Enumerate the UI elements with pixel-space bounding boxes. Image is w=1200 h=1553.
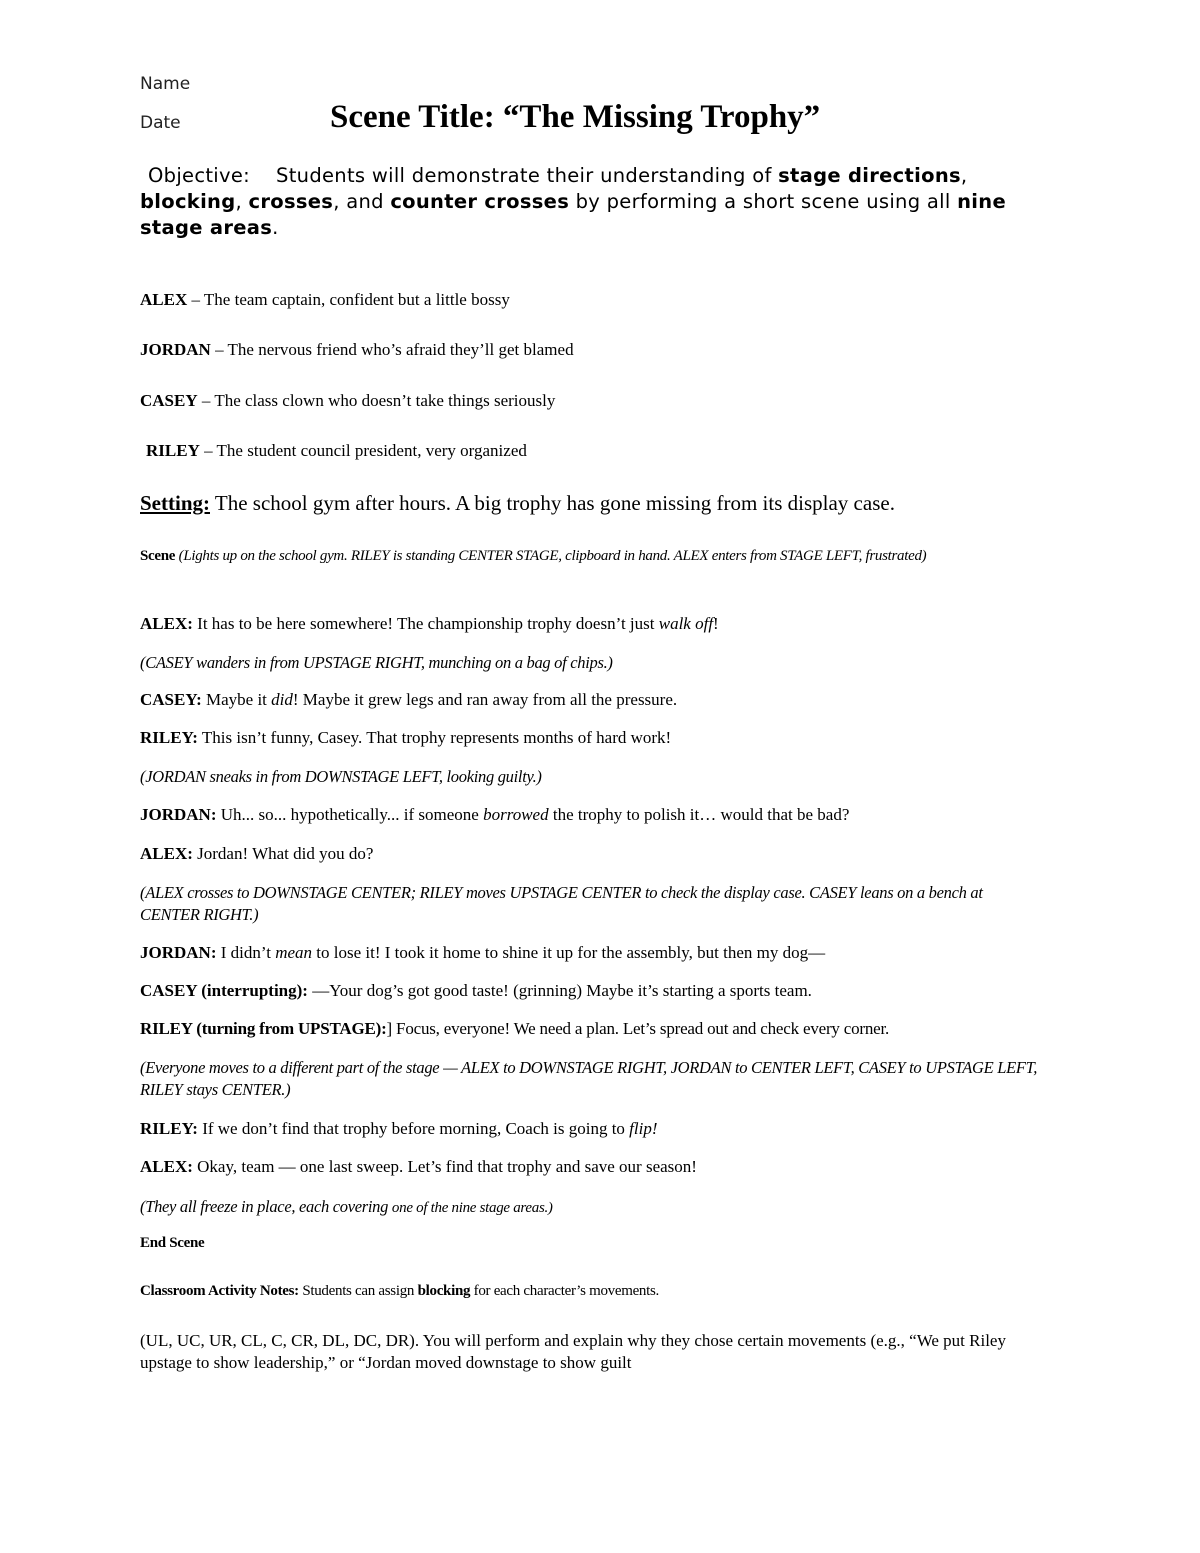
notes-text: for each character’s movements. xyxy=(470,1283,659,1299)
dialogue-line xyxy=(140,614,719,634)
dialogue-text: ] Focus, everyone! We need a plan. Let’s spread out and check every corner. xyxy=(386,1019,890,1038)
speaker: CASEY (interrupting): xyxy=(140,981,308,1000)
dialogue-emphasis: mean xyxy=(275,943,313,962)
speaker: CASEY: xyxy=(140,690,202,709)
scene-label: Scene xyxy=(140,548,176,564)
end-scene: End Scene xyxy=(140,1235,205,1251)
dialogue-text: Okay, team — one last sweep. Let’s find that trophy and save our season! xyxy=(192,1157,697,1176)
term-counter-crosses: counter crosses xyxy=(390,190,570,213)
speaker: RILEY: xyxy=(140,1119,198,1138)
dialogue-emphasis: borrowed xyxy=(483,805,549,824)
objective-text: by performing a short scene using all xyxy=(569,190,958,213)
dialogue-line xyxy=(140,1019,889,1039)
stage-direction-text: (They all freeze in place, each covering xyxy=(140,1197,392,1216)
scene-intro-text: (Lights up on the school gym. RILEY is standing CENTER STAGE, clipboard in hand. ALEX enters from STAGE LEFT, frustrated) xyxy=(175,548,927,564)
term-blocking: blocking xyxy=(140,190,236,213)
dialogue-line xyxy=(140,690,677,710)
activity-notes-detail: (UL, UC, UR, CL, C, CR, DL, DC, DR). You will perform and explain why they chose certain movements (e.g., “We put Riley upstage to show leadership,” or “Jordan moved downstage to show guilt xyxy=(140,1331,1006,1372)
dialogue-text: Uh... so... hypothetically... if someone xyxy=(216,805,484,824)
speaker: ALEX: xyxy=(140,614,193,633)
activity-notes xyxy=(140,1283,659,1300)
term-crosses: crosses xyxy=(248,190,334,213)
dialogue-text: I didn’t xyxy=(216,943,276,962)
dialogue-line xyxy=(140,805,849,825)
dialogue-line xyxy=(140,728,671,748)
stage-direction-text: one of the nine stage areas.) xyxy=(391,1200,553,1216)
speaker: JORDAN: xyxy=(140,805,217,824)
dialogue-text: the trophy to polish it… would that be bad? xyxy=(548,805,850,824)
objective-prefix: Objective: xyxy=(148,164,251,187)
dialogue-text: This isn’t funny, Casey. That trophy represents months of hard work! xyxy=(197,728,672,747)
dialogue-text: It has to be here somewhere! The championship trophy doesn’t just xyxy=(192,614,659,633)
character-alex xyxy=(140,290,510,310)
character-jordan xyxy=(140,340,574,360)
setting-text: The school gym after hours. A big trophy has gone missing from its display case. xyxy=(210,491,895,515)
stage-direction: (Everyone moves to a different part of the stage — ALEX to DOWNSTAGE RIGHT, JORDAN to CENTER LEFT, CASEY to UPSTAGE LEFT, RILEY stays CENTER.) xyxy=(140,1058,1038,1099)
dialogue-text: to lose it! I took it home to shine it up for the assembly, but then my dog— xyxy=(312,943,826,962)
notes-term: blocking xyxy=(417,1283,471,1299)
speaker: RILEY (turning from UPSTAGE): xyxy=(140,1019,387,1038)
dialogue-line xyxy=(140,1157,697,1177)
stage-direction: (CASEY wanders in from UPSTAGE RIGHT, munching on a bag of chips.) xyxy=(140,653,613,672)
stage-direction: (ALEX crosses to DOWNSTAGE CENTER; RILEY moves UPSTAGE CENTER to check the display case. CASEY leans on a bench at CENTER RIGHT.) xyxy=(140,883,983,924)
character-casey xyxy=(140,391,555,411)
dialogue-text: Maybe it xyxy=(201,690,272,709)
term-stage-directions: stage directions xyxy=(778,164,961,187)
character-name: ALEX xyxy=(140,290,188,309)
speaker: ALEX: xyxy=(140,1157,193,1176)
character-desc: – The student council president, very organized xyxy=(199,441,527,460)
dialogue-line xyxy=(140,844,373,864)
dialogue-line xyxy=(140,943,825,963)
notes-label: Classroom Activity Notes: xyxy=(140,1283,299,1299)
objective-separator: , xyxy=(235,190,249,213)
dialogue-line xyxy=(140,981,812,1001)
speaker: ALEX: xyxy=(140,844,193,863)
character-desc: – The class clown who doesn’t take things seriously xyxy=(197,391,556,410)
dialogue-text: If we don’t find that trophy before morning, Coach is going to xyxy=(197,1119,630,1138)
objective-text: Students will demonstrate their understanding of xyxy=(276,164,779,187)
term-nine-stage-areas: nine stage areas xyxy=(140,190,1006,239)
objective-text: , and xyxy=(333,190,391,213)
scene-intro xyxy=(140,545,1050,567)
character-riley xyxy=(146,441,527,461)
name-label: Name xyxy=(140,74,191,94)
objective-paragraph xyxy=(140,163,1040,241)
character-name: CASEY xyxy=(140,391,198,410)
character-name: JORDAN xyxy=(140,340,211,359)
scene-title: Scene Title: “The Missing Trophy” xyxy=(330,99,821,135)
date-label: Date xyxy=(140,113,181,133)
speaker: JORDAN: xyxy=(140,943,217,962)
dialogue-text: ! xyxy=(713,614,719,633)
dialogue-emphasis: walk off xyxy=(658,614,714,633)
dialogue-text: Jordan! What did you do? xyxy=(192,844,374,863)
dialogue-text: ! Maybe it grew legs and ran away from all the pressure. xyxy=(292,690,678,709)
stage-direction-final xyxy=(140,1196,1040,1219)
dialogue-line xyxy=(140,1119,658,1139)
character-name: RILEY xyxy=(146,441,200,460)
character-desc: – The team captain, confident but a little bossy xyxy=(187,290,510,309)
dialogue-emphasis: did xyxy=(271,690,293,709)
objective-text: . xyxy=(272,216,279,239)
dialogue-emphasis: flip! xyxy=(629,1119,658,1138)
notes-text: Students can assign xyxy=(298,1283,418,1299)
dialogue-text: —Your dog’s got good taste! (grinning) Maybe it’s starting a sports team. xyxy=(307,981,812,1000)
character-desc: – The nervous friend who’s afraid they’ll get blamed xyxy=(210,340,574,359)
setting-label: Setting: xyxy=(140,491,210,515)
objective-separator: , xyxy=(960,164,968,187)
setting-line xyxy=(140,491,895,516)
speaker: RILEY: xyxy=(140,728,198,747)
stage-direction: (JORDAN sneaks in from DOWNSTAGE LEFT, looking guilty.) xyxy=(140,767,542,786)
